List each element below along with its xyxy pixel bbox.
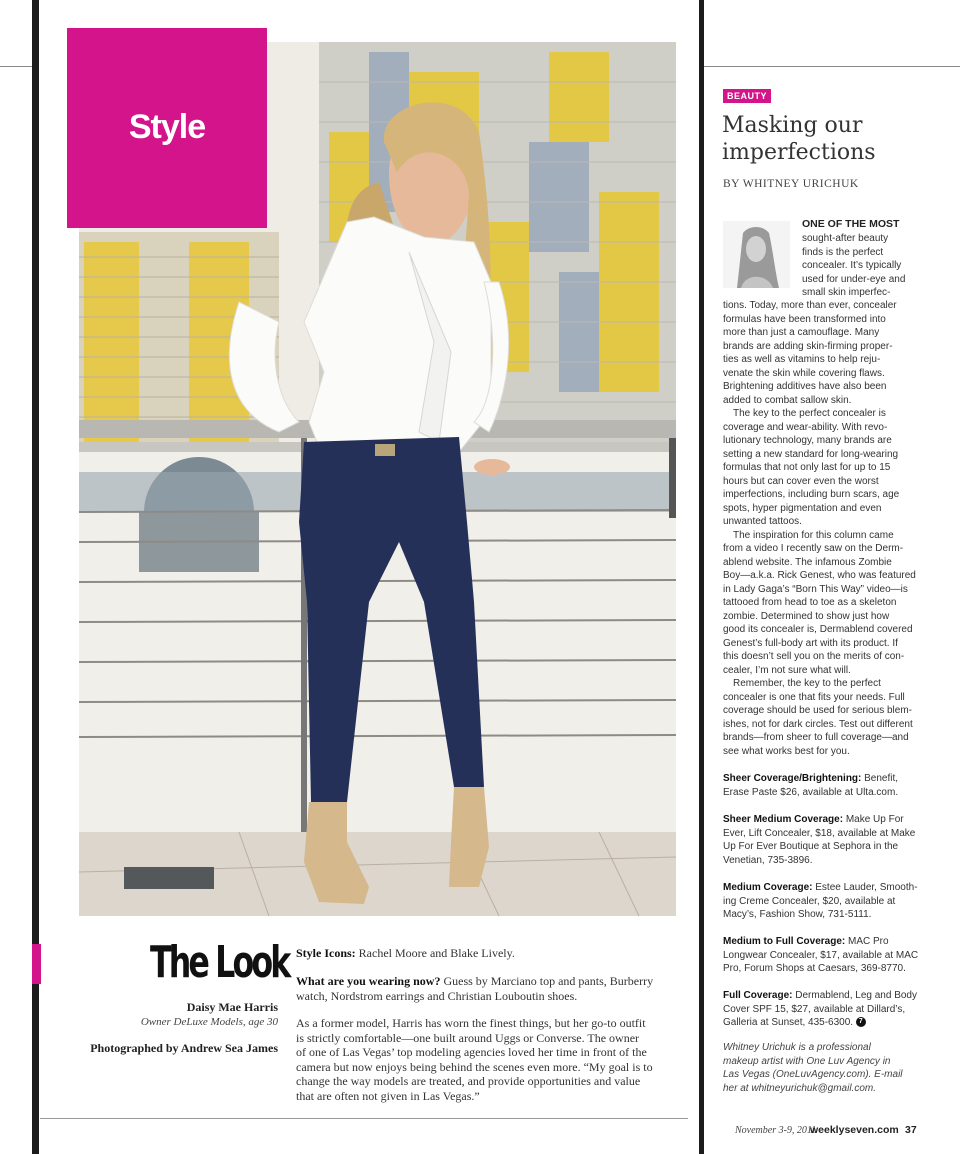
answer-text: watch, Nordstrom earrings and Christian Louboutin shoes. (296, 988, 578, 1003)
bottom-rule (40, 1118, 688, 1119)
qa-wearing-now (296, 974, 653, 1003)
pick-text: Galleria at Sunset, 435-6300. (723, 1017, 854, 1028)
photo-credit: Photographed by Andrew Sea James (90, 1041, 278, 1055)
body-line: ablend website. The infamous Zombie (723, 556, 892, 568)
pick-label: Full Coverage: (723, 990, 793, 1001)
article-body (723, 299, 916, 758)
pick-label: Sheer Coverage/Brightening: (723, 773, 862, 784)
pick-text: Erase Paste $26, available at Ulta.com. (723, 786, 899, 798)
pick-label: Sheer Medium Coverage: (723, 814, 844, 825)
model-description: Owner DeLuxe Models, age 30 (140, 1016, 278, 1028)
body-line: sought-after beauty (802, 233, 889, 244)
body-line: setting a new standard for long-wearing (723, 448, 899, 460)
qa-style-icons (296, 946, 515, 961)
body-line: ties as well as vitamins to help reju- (723, 354, 881, 365)
body-line: Remember, the key to the perfect (733, 678, 881, 689)
paragraph-line: of one of Las Vegas’ top modeling agencies loved her time in front of the (296, 1045, 647, 1059)
pick-sheer-brightening (723, 772, 898, 799)
column-divider (699, 0, 704, 1154)
top-rule-right (704, 66, 960, 67)
look-paragraph (296, 1016, 653, 1103)
body-line: zombie. Determined to show just how (723, 610, 890, 622)
body-line: see what works best for you. (723, 745, 850, 757)
body-line: The key to the perfect concealer is (733, 408, 886, 419)
body-line: finds is the perfect (802, 246, 884, 258)
left-accent-tab (32, 944, 41, 984)
pick-text: Benefit, (861, 773, 899, 784)
body-line: spots, hyper pigmentation and even (723, 502, 882, 514)
body-line: Genest’s full-body art with its product. If (723, 637, 898, 649)
bio-line: makeup artist with One Luv Agency in (723, 1055, 891, 1067)
answer-text: Rachel Moore and Blake Lively. (355, 946, 515, 960)
body-line: Boy—a.k.a. Rick Genest, who was featured (723, 570, 916, 581)
pick-text: ing Creme Concealer, $20, available at (723, 895, 896, 907)
pick-text: Make Up For (843, 814, 904, 825)
body-line: more than just a camouflage. Many (723, 327, 880, 338)
body-line: imperfections, including burn scars, age (723, 489, 900, 500)
body-line: lutionary technology, many brands are (723, 435, 892, 446)
bio-line: Las Vegas (OneLuvAgency.com). E-mail (723, 1069, 903, 1080)
paragraph-line: is strictly comfortable—one built around Uggs or Converse. The owner (296, 1030, 640, 1045)
pick-text: Venetian, 735-3896. (723, 854, 813, 866)
top-rule-left (0, 66, 32, 67)
pick-sheer-medium (723, 813, 915, 867)
bio-line: her at whitneyurichuk@gmail.com. (723, 1082, 876, 1094)
body-line: concealer is one that fits your needs. Full (723, 691, 905, 703)
pick-text: Estee Lauder, Smooth- (812, 882, 918, 893)
pick-label: Medium to Full Coverage: (723, 936, 846, 947)
body-line: good its concealer is, Dermablend covered (723, 624, 913, 635)
question-label: What are you wearing now? (296, 974, 441, 988)
pick-text: Pro, Forum Shops at Caesars, 369-8770. (723, 963, 906, 974)
body-line: from a video I recently saw on the Derm- (723, 543, 904, 554)
headline-line-2: imperfections (722, 140, 876, 165)
body-line: formulas have been transformed into (723, 313, 886, 325)
bio-line: Whitney Urichuk is a professional (723, 1042, 871, 1053)
body-line: The inspiration for this column came (733, 529, 894, 541)
body-line: in Lady Gaga’s “Born This Way” video—is (723, 583, 908, 595)
model-name: Daisy Mae Harris (186, 1000, 278, 1014)
author-headshot (723, 221, 790, 288)
question-label: Style Icons: (296, 946, 356, 960)
pick-text: Macy’s, Fashion Show, 731-5111. (723, 909, 872, 920)
paragraph-line: change the way models are treated, and provide opportunities and value (296, 1074, 641, 1088)
pick-text: MAC Pro (845, 936, 889, 947)
body-line: coverage and wear-ability. With revo- (723, 421, 888, 433)
pick-text: Cover SPF 15, $27, available at Dillard’s, (723, 1003, 906, 1015)
body-line: cealer, I’m not sure what will. (723, 664, 851, 676)
body-line: ishes, not for dark circles. Test out different (723, 718, 913, 730)
body-line: Brightening additives have also been (723, 381, 887, 392)
end-mark-icon: 7 (856, 1017, 866, 1027)
page-number: 37 (905, 1124, 917, 1136)
paragraph-line: As a former model, Harris has worn the finest things, but her go-to outfit (296, 1016, 646, 1030)
body-line: tattooed from head to toe as a skeleton (723, 597, 897, 608)
pick-medium-full (723, 935, 918, 976)
body-line: brands are adding skin-firming proper- (723, 340, 893, 352)
headline-line-1: Masking our (722, 113, 863, 138)
author-bio (723, 1041, 903, 1095)
body-line: brands—from sheer to full coverage—and (723, 732, 909, 743)
body-line: hours but can cover even the worst (723, 475, 879, 487)
body-line: unwanted tattoos. (723, 516, 802, 527)
byline: BY WHITNEY URICHUK (723, 178, 859, 190)
pick-medium (723, 881, 918, 922)
the-look-title: The Look (150, 937, 289, 988)
pick-text: Longwear Concealer, $17, available at MAC (723, 949, 919, 961)
answer-text: Guess by Marciano top and pants, Burberry (440, 974, 654, 988)
body-line: used for under-eye and (802, 273, 906, 285)
body-line: tions. Today, more than ever, concealer (723, 300, 897, 311)
paragraph-line: that are often not given in Las Vegas.” (296, 1088, 480, 1103)
body-line: added to combat sallow skin. (723, 394, 852, 406)
section-tag-label: Style (128, 108, 206, 146)
body-line: formulas that not only last for up to 15 (723, 462, 891, 473)
pick-label: Medium Coverage: (723, 882, 813, 893)
body-line: coverage should be used for serious blem- (723, 705, 912, 716)
footer-date: November 3-9, 2011 (735, 1125, 817, 1136)
body-line: small skin imperfec- (802, 287, 891, 298)
body-line: concealer. It’s typically (802, 260, 902, 271)
pick-full (723, 989, 917, 1030)
category-badge: BEAUTY (723, 89, 771, 103)
lead-in: ONE OF THE MOST (802, 218, 900, 230)
pick-text: Ever, Lift Concealer, $18, available at Make (723, 827, 916, 839)
article-headline (722, 112, 942, 166)
body-line: this doesn’t sell you on the merits of con- (723, 651, 905, 662)
body-line: venate the skin while covering flaws. (723, 367, 885, 379)
pick-text: Dermablend, Leg and Body (792, 990, 917, 1001)
wrap-text-block (802, 232, 905, 300)
paragraph-line: camera but now enjoys being behind the scenes even more. “My goal is to (296, 1059, 653, 1074)
footer-site: weeklyseven.com (810, 1124, 899, 1136)
pick-text: Up For Ever Boutique at Sephora in the (723, 841, 899, 852)
